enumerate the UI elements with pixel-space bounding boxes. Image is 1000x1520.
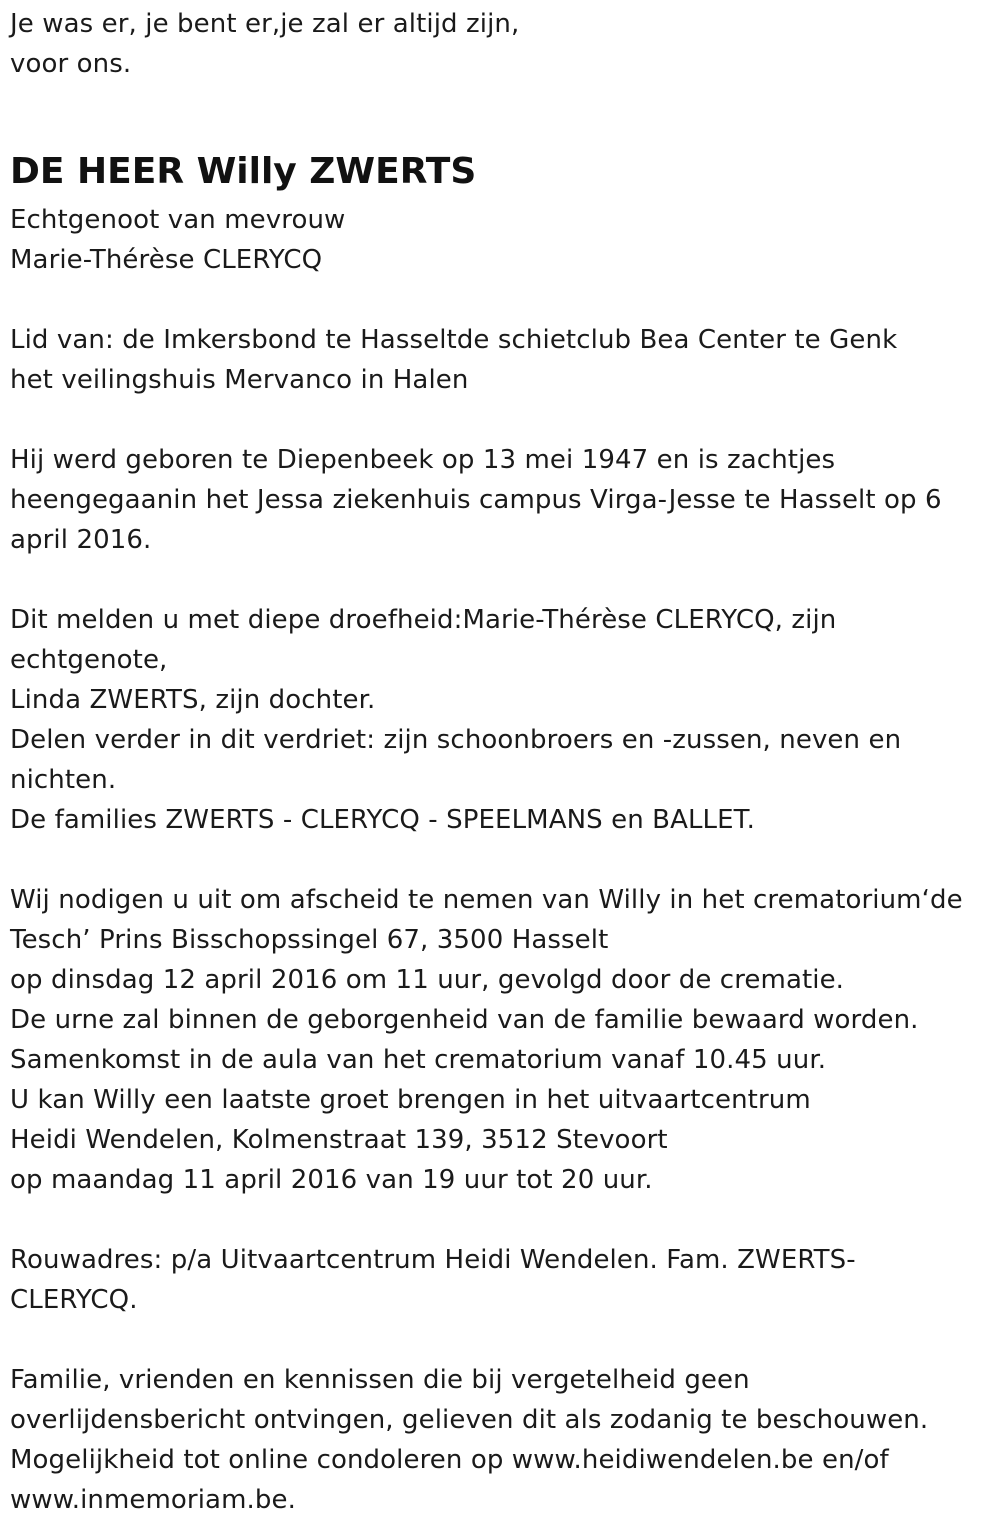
membership-block bbox=[10, 320, 995, 400]
membership-line: Lid van: de Imkersbond te Hasseltde schietclub Bea Center te Genk bbox=[10, 325, 898, 355]
birth-death-block bbox=[10, 440, 995, 560]
closing-line: www.inmemoriam.be. bbox=[10, 1485, 296, 1515]
closing-line: Mogelijkheid tot online condoleren op www.heidiwendelen.be en/of bbox=[10, 1445, 889, 1475]
membership-line: het veilingshuis Mervanco in Halen bbox=[10, 365, 469, 395]
address-line: CLERYCQ. bbox=[10, 1285, 138, 1315]
ceremony-line: De urne zal binnen de geborgenheid van de familie bewaard worden. bbox=[10, 1005, 919, 1035]
spouse-line: Marie-Thérèse CLERYCQ bbox=[10, 245, 323, 275]
ceremony-line: Samenkomst in de aula van het crematorium vanaf 10.45 uur. bbox=[10, 1045, 827, 1075]
announcement-line: Linda ZWERTS, zijn dochter. bbox=[10, 685, 376, 715]
closing-block bbox=[10, 1360, 995, 1520]
announcement-line: nichten. bbox=[10, 765, 117, 795]
spouse-block bbox=[10, 200, 995, 280]
spouse-line: Echtgenoot van mevrouw bbox=[10, 205, 346, 235]
announcement-line: Dit melden u met diepe droefheid:Marie-Thérèse CLERYCQ, zijn bbox=[10, 605, 837, 635]
ceremony-line: Heidi Wendelen, Kolmenstraat 139, 3512 Stevoort bbox=[10, 1125, 668, 1155]
birth-death-line: heengegaanin het Jessa ziekenhuis campus Virga-Jesse te Hasselt op 6 bbox=[10, 485, 942, 515]
ceremony-line: U kan Willy een laatste groet brengen in het uitvaartcentrum bbox=[10, 1085, 811, 1115]
motto-line: Je was er, je bent er,je zal er altijd zijn, bbox=[10, 9, 520, 39]
ceremony-line: Wij nodigen u uit om afscheid te nemen van Willy in het crematorium‘de bbox=[10, 885, 963, 915]
announcement-line: De families ZWERTS - CLERYCQ - SPEELMANS en BALLET. bbox=[10, 805, 755, 835]
motto-line: voor ons. bbox=[10, 49, 132, 79]
closing-line: overlijdensbericht ontvingen, gelieven dit als zodanig te beschouwen. bbox=[10, 1405, 929, 1435]
closing-line: Familie, vrienden en kennissen die bij vergetelheid geen bbox=[10, 1365, 750, 1395]
announcement-block bbox=[10, 600, 995, 840]
address-block bbox=[10, 1240, 995, 1320]
obituary-document bbox=[10, 4, 995, 1520]
deceased-name: DE HEER Willy ZWERTS bbox=[10, 151, 477, 192]
announcement-line: Delen verder in dit verdriet: zijn schoonbroers en -zussen, neven en bbox=[10, 725, 902, 755]
ceremony-block bbox=[10, 880, 995, 1200]
birth-death-line: april 2016. bbox=[10, 525, 152, 555]
address-line: Rouwadres: p/a Uitvaartcentrum Heidi Wendelen. Fam. ZWERTS- bbox=[10, 1245, 856, 1275]
motto bbox=[10, 4, 995, 84]
ceremony-line: Tesch’ Prins Bisschopssingel 67, 3500 Hasselt bbox=[10, 925, 609, 955]
ceremony-line: op dinsdag 12 april 2016 om 11 uur, gevolgd door de crematie. bbox=[10, 965, 845, 995]
birth-death-line: Hij werd geboren te Diepenbeek op 13 mei 1947 en is zachtjes bbox=[10, 445, 836, 475]
ceremony-line: op maandag 11 april 2016 van 19 uur tot 20 uur. bbox=[10, 1165, 653, 1195]
announcement-line: echtgenote, bbox=[10, 645, 168, 675]
